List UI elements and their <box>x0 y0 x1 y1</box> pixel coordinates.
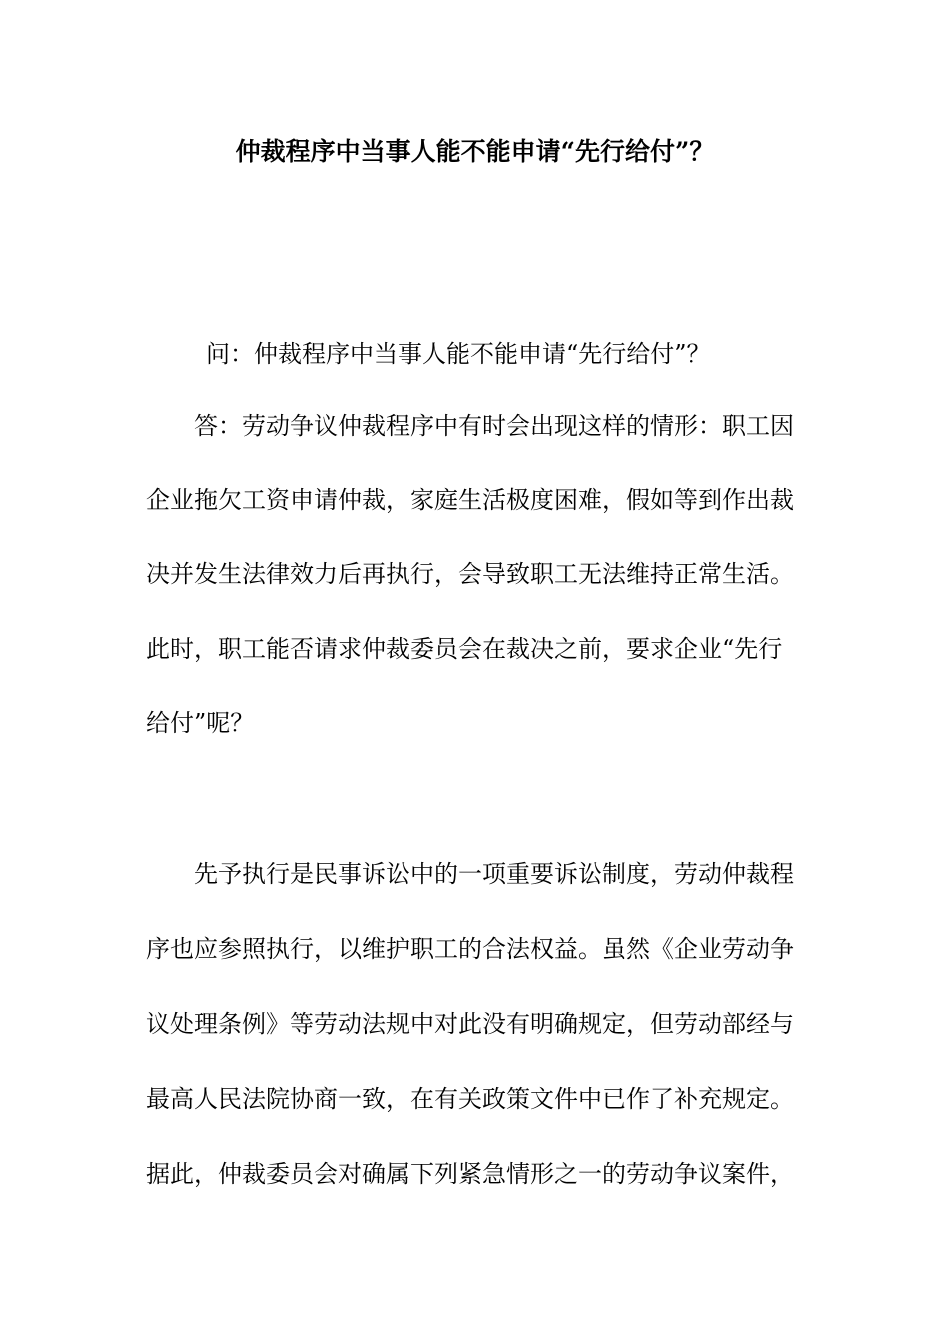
question-line: 问：仲裁程序中当事人能不能申请“先行给付”？ <box>206 340 711 368</box>
answer-line-4: 此时，职工能否请求仲裁委员会在裁决之前，要求企业“先行 <box>146 635 783 663</box>
answer-line-2: 企业拖欠工资申请仲裁，家庭生活极度困难，假如等到作出裁 <box>146 486 794 514</box>
paragraph2-line-2: 序也应参照执行，以维护职工的合法权益。虽然《企业劳动争 <box>146 935 794 963</box>
answer-line-3: 决并发生法律效力后再执行，会导致职工无法维持正常生活。 <box>146 560 794 588</box>
paragraph2-line-1: 先予执行是民事诉讼中的一项重要诉讼制度，劳动仲裁程 <box>194 860 794 888</box>
document-title: 仲裁程序中当事人能不能申请“先行给付”？ <box>235 137 715 166</box>
answer-line-5: 给付”呢？ <box>146 709 255 737</box>
paragraph2-line-5: 据此，仲裁委员会对确属下列紧急情形之一的劳动争议案件， <box>146 1160 794 1188</box>
paragraph2-line-3: 议处理条例》等劳动法规中对此没有明确规定，但劳动部经与 <box>146 1010 794 1038</box>
answer-line-1: 答：劳动争议仲裁程序中有时会出现这样的情形：职工因 <box>194 412 794 440</box>
paragraph2-line-4: 最高人民法院协商一致，在有关政策文件中已作了补充规定。 <box>146 1085 794 1113</box>
